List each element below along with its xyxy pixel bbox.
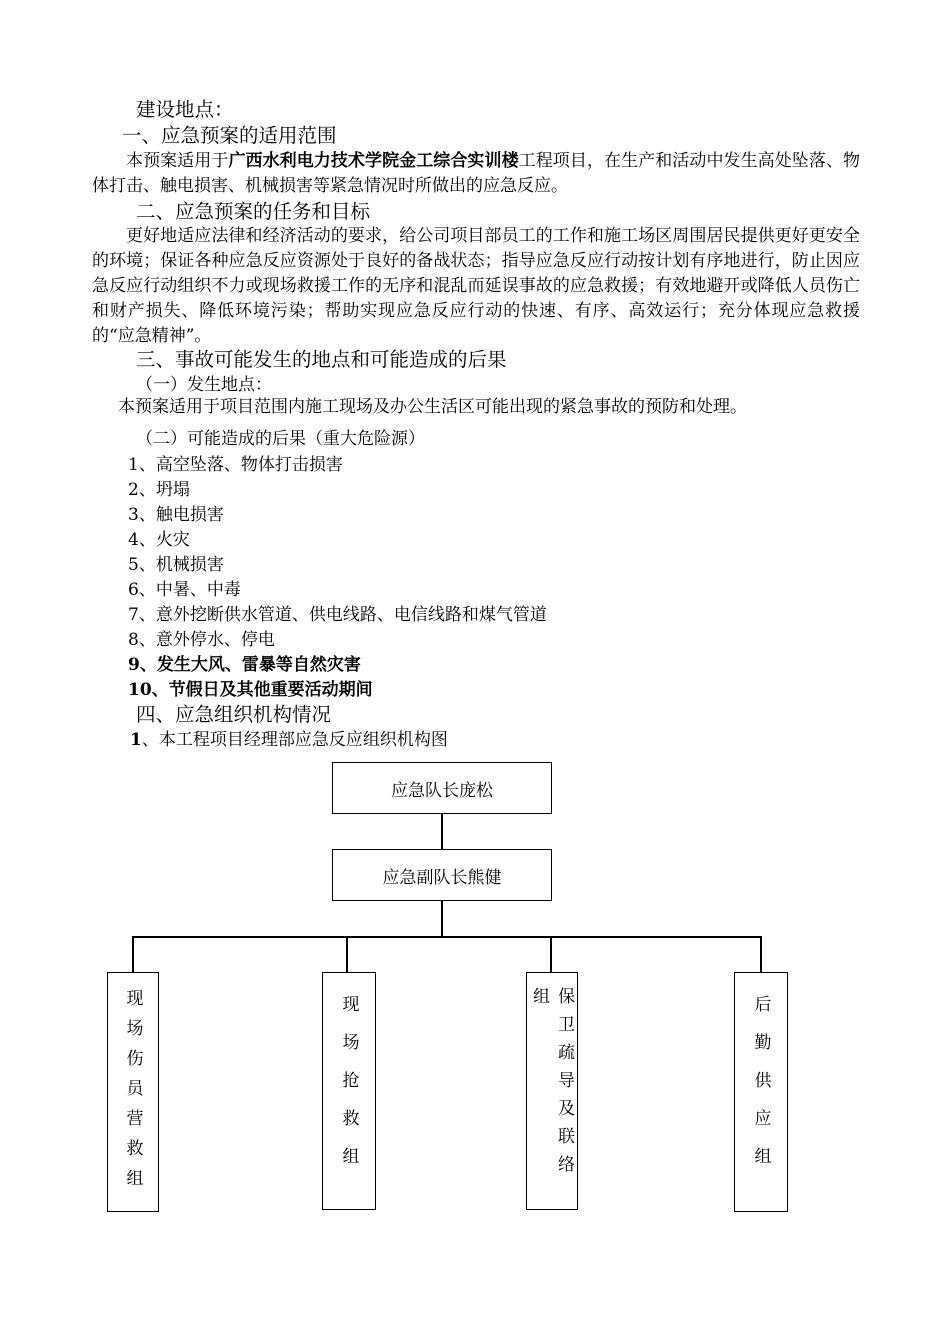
section-1-title: 一、应急预案的适用范围 bbox=[122, 124, 337, 147]
connector bbox=[132, 936, 762, 938]
connector bbox=[346, 936, 348, 973]
hazard-item: 9、发生大风、雷暴等自然灾害 bbox=[128, 655, 361, 675]
connector bbox=[550, 936, 552, 973]
connector bbox=[760, 936, 762, 973]
org-deputy-box: 应急副队长熊健 bbox=[332, 849, 552, 901]
hazard-item: 7、意外挖断供水管道、供电线路、电信线路和煤气管道 bbox=[128, 605, 547, 625]
hazard-item: 2、坍塌 bbox=[128, 480, 190, 500]
hazard-item: 8、意外停水、停电 bbox=[128, 630, 275, 650]
section-1-paragraph: 本预案适用于广西水利电力技术学院金工综合实训楼工程项目，在生产和活动中发生高处坠落、物体打击、触电损害、机械损害等紧急情况时所做出的应急反应。 bbox=[92, 151, 861, 196]
org-group-box: 现场抢救组 bbox=[322, 972, 376, 1210]
section-4-title: 四、应急组织机构情况 bbox=[136, 703, 332, 726]
location-label: 建设地点： bbox=[136, 98, 234, 121]
hazard-item: 1、高空坠落、物体打击损害 bbox=[128, 455, 343, 475]
hazard-item: 10、节假日及其他重要活动期间 bbox=[128, 680, 373, 700]
org-group-box: 后勤供应组 bbox=[734, 972, 788, 1212]
hazard-item: 6、中暑、中毒 bbox=[128, 580, 241, 600]
section-3-sub-1: （一）发生地点： bbox=[136, 375, 272, 395]
connector bbox=[132, 936, 134, 973]
section-3-paragraph: 本预案适用于项目范围内施工现场及办公生活区可能出现的紧急事故的预防和处理。 bbox=[118, 397, 747, 417]
org-group-box: 保卫疏导及联络组 bbox=[526, 972, 578, 1210]
section-2-title: 二、应急预案的任务和目标 bbox=[136, 200, 371, 223]
section-4-subtitle: 1、本工程项目经理部应急反应组织机构图 bbox=[130, 730, 448, 750]
hazard-item: 4、火灾 bbox=[128, 530, 190, 550]
project-name: 广西水利电力技术学院金工综合实训楼 bbox=[228, 151, 519, 171]
section-3-sub-2: （二）可能造成的后果（重大危险源） bbox=[136, 429, 425, 449]
connector bbox=[441, 814, 443, 849]
connector bbox=[441, 901, 443, 937]
org-leader-box: 应急队长庞松 bbox=[332, 762, 552, 814]
hazard-item: 5、机械损害 bbox=[128, 555, 224, 575]
org-group-box: 现场伤员营救组 bbox=[107, 972, 159, 1212]
hazard-item: 3、触电损害 bbox=[128, 505, 224, 525]
section-3-title: 三、事故可能发生的地点和可能造成的后果 bbox=[136, 348, 507, 371]
section-2-paragraph: 更好地适应法律和经济活动的要求，给公司项目部员工的工作和施工场区周围居民提供更好更安全的环境；保证各种应急反应资源处于良好的备战状态；指导应急反应行动按计划有序地进行，防止因应急反应行动组织不力或现场救援工作的无序和混乱而延误事故的应急救援；有效地避开或降低人员伤亡和财产损失、降低环境污染；帮助实现应急反应行动的快速、有序、高效运行；充分体现应急救援的“应急精神”。 bbox=[92, 226, 860, 346]
